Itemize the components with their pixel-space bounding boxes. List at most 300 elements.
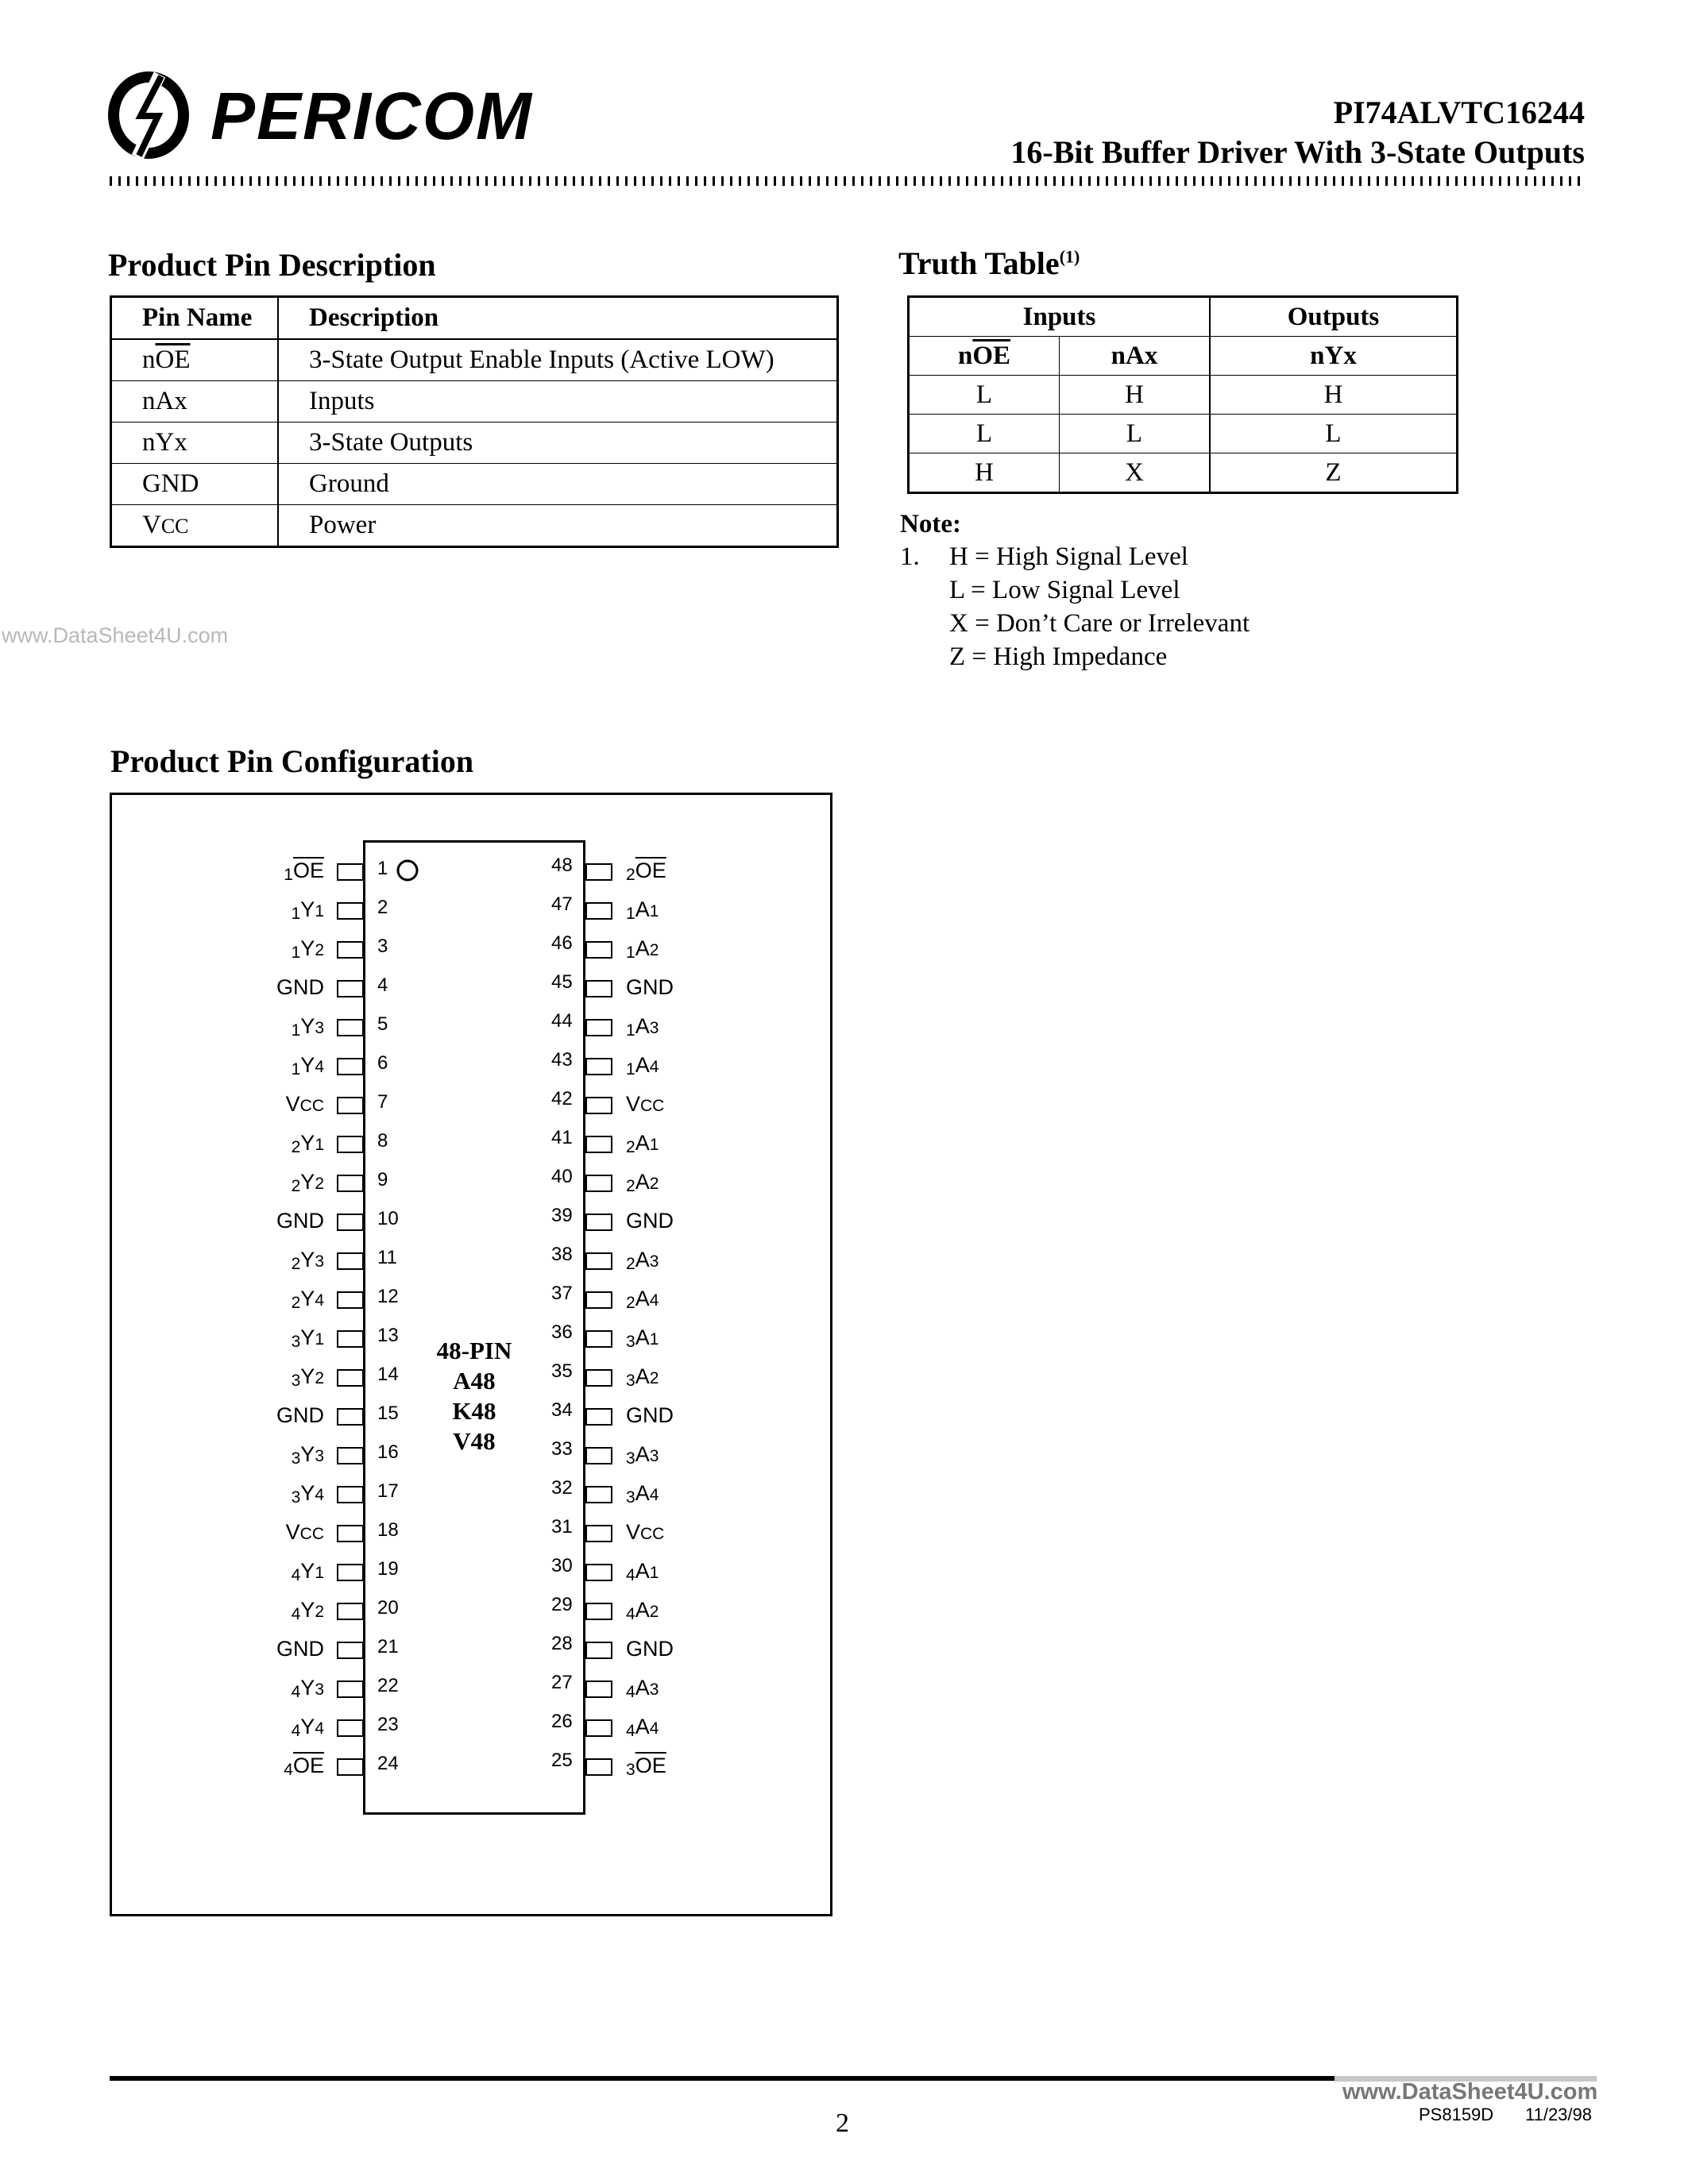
pin-label — [626, 1676, 659, 1702]
pin-label — [626, 1325, 659, 1352]
pin-label — [626, 859, 666, 885]
pin-label — [626, 1481, 659, 1507]
pin-label-main: V — [626, 1520, 641, 1544]
pin-stub — [585, 1525, 612, 1542]
pin-description-title: Product Pin Description — [108, 247, 436, 283]
pin-label-main: Y — [300, 897, 315, 921]
pin-label-main: Y — [300, 1053, 315, 1077]
note-title: Note: — [900, 510, 961, 538]
pin-label — [276, 1403, 324, 1428]
pin-number: 8 — [377, 1130, 388, 1152]
pin-name-cell: GND — [111, 464, 279, 505]
pin-label-main: V — [626, 1092, 641, 1116]
pin-label-sub: 3 — [315, 1447, 324, 1465]
pin-label — [292, 897, 324, 924]
pin-label-main: A — [635, 1715, 650, 1738]
pin-label-sub: 1 — [649, 902, 659, 920]
pin-number: 28 — [551, 1633, 573, 1654]
pin-label-prefix: 1 — [291, 1021, 301, 1040]
pin-label-main: Y — [300, 936, 315, 960]
pin-number: 45 — [551, 971, 573, 993]
table-cell: H — [1060, 376, 1211, 415]
document-date: 11/23/98 — [1525, 2105, 1593, 2124]
pin-stub — [585, 1175, 612, 1192]
pin-label-prefix: 3 — [626, 1761, 635, 1779]
outputs-group-header: Outputs — [1210, 297, 1458, 337]
pin-label-prefix: 1 — [626, 943, 635, 962]
pin-number: 47 — [551, 893, 573, 915]
pin-number: 35 — [551, 1360, 573, 1382]
pin-label — [292, 936, 324, 963]
pin-label-main: Y — [300, 1676, 315, 1700]
pin-stub — [585, 1564, 612, 1581]
pin-stub — [585, 863, 612, 881]
pin-stub — [337, 1058, 364, 1075]
pin-label-main: A — [635, 1248, 650, 1271]
pin-desc-cell: 3-State Outputs — [278, 423, 838, 464]
pin-label-prefix: 2 — [291, 1177, 301, 1195]
pin-stub — [337, 1369, 364, 1387]
pin-label-sub: 2 — [649, 1603, 659, 1621]
pin-label-main: GND — [276, 1209, 324, 1233]
note-line: X = Don’t Care or Irrelevant — [949, 609, 1250, 638]
pin-number: 15 — [377, 1403, 399, 1424]
pin-label-sub: 1 — [315, 1564, 324, 1582]
pin-number: 2 — [377, 897, 388, 918]
pin-label — [292, 1131, 324, 1157]
pin-number: 20 — [377, 1597, 399, 1619]
pin-stub — [585, 980, 612, 997]
pin-stub — [585, 1214, 612, 1231]
pin-label — [286, 1520, 324, 1545]
pin-stub — [585, 1758, 612, 1776]
pin-stub — [337, 1408, 364, 1426]
pin-label-sub: 4 — [315, 1719, 324, 1738]
pericom-logo — [107, 71, 552, 159]
pin-name-cell: nAx — [111, 381, 279, 423]
pin-number: 42 — [551, 1088, 573, 1109]
pin-stub — [585, 1603, 612, 1620]
pin-description-table — [110, 295, 839, 548]
pin-label — [626, 1403, 674, 1428]
pin-label-prefix: 3 — [626, 1372, 635, 1390]
pin-label — [626, 1014, 659, 1040]
pin-number: 29 — [551, 1594, 573, 1615]
pin-desc-cell: Inputs — [278, 381, 838, 423]
pin-label-main: Y — [300, 1598, 315, 1622]
pin-number: 3 — [377, 936, 388, 957]
table-row — [909, 376, 1458, 415]
pin-stub — [337, 863, 364, 881]
pin-label-prefix: 4 — [291, 1566, 301, 1584]
pin-label — [626, 1170, 659, 1196]
pin-label-sub: 1 — [649, 1330, 659, 1349]
pin-label — [292, 1014, 324, 1040]
pin-label-main: Y — [300, 1715, 315, 1738]
pin-stub — [337, 1330, 364, 1348]
pin-label-prefix: 2 — [291, 1294, 301, 1312]
pin-label-main: Y — [300, 1481, 315, 1505]
part-number: PI74ALVTC16244 — [1333, 95, 1585, 130]
pin-label — [626, 936, 659, 963]
pin-number: 12 — [377, 1286, 399, 1307]
pin-label-main: A — [635, 1014, 650, 1038]
table-header-row — [111, 297, 838, 340]
pin-stub — [337, 980, 364, 997]
pin-number: 44 — [551, 1010, 573, 1032]
pin-label-main: GND — [276, 1637, 324, 1661]
pin-number: 37 — [551, 1283, 573, 1304]
pin-label-prefix: 2 — [291, 1138, 301, 1156]
note-number: 1. — [900, 542, 920, 571]
pin-label-sub: 4 — [649, 1486, 659, 1504]
pin-label-prefix: 1 — [626, 1021, 635, 1040]
table-cell: L — [909, 376, 1060, 415]
package-label — [403, 1336, 546, 1457]
pin-label-prefix: 3 — [626, 1488, 635, 1507]
pin-label — [276, 1209, 324, 1233]
pin-label-prefix: 4 — [626, 1683, 635, 1701]
pin-number: 9 — [377, 1169, 388, 1190]
pin-label-sub: 3 — [315, 1680, 324, 1699]
pin-label-sub: 2 — [649, 1175, 659, 1193]
pin-name-cell: nYx — [111, 423, 279, 464]
pin-label — [284, 859, 324, 885]
pin-label-main: A — [635, 1442, 650, 1466]
package-line: V48 — [453, 1427, 496, 1455]
pin-label-prefix: 3 — [626, 1449, 635, 1468]
table-cell: H — [909, 453, 1060, 493]
pin-label-sub: 4 — [649, 1058, 659, 1076]
pin-label-prefix: 4 — [626, 1722, 635, 1740]
pin-label — [292, 1325, 324, 1352]
table-row — [909, 415, 1458, 453]
pin-stub — [337, 1603, 364, 1620]
pin-label — [286, 1092, 324, 1117]
pin-label-sub: 4 — [649, 1291, 659, 1310]
table-header-row — [909, 297, 1458, 337]
pin-label-main: A — [635, 1287, 650, 1310]
table-row — [111, 381, 838, 423]
note-line: H = High Signal Level — [949, 542, 1188, 571]
pin-number: 4 — [377, 974, 388, 996]
pin-stub — [585, 1330, 612, 1348]
truth-table — [907, 295, 1458, 494]
pin-label-main: A — [635, 1559, 650, 1583]
pin-label — [626, 1287, 659, 1313]
pin-label — [292, 1248, 324, 1274]
pin-desc-cell: Ground — [278, 464, 838, 505]
pin-label-prefix: 1 — [291, 905, 301, 923]
pin-label-prefix: 1 — [291, 1060, 301, 1078]
pin-label-sub: CC — [299, 1525, 324, 1543]
pin-label-main: Y — [300, 1170, 315, 1194]
pericom-logo-mark-icon — [107, 71, 203, 159]
pin-label-prefix: 4 — [291, 1605, 301, 1623]
pin-label — [292, 1364, 324, 1391]
pin-label-prefix: 2 — [626, 1294, 635, 1312]
pin-label-main: Y — [300, 1131, 315, 1155]
pin-label — [626, 1209, 674, 1233]
pin-number: 14 — [377, 1364, 399, 1385]
pin-stub — [337, 1447, 364, 1464]
pin-stub — [585, 1680, 612, 1698]
pin-label — [276, 975, 324, 1000]
pin-label — [626, 1131, 659, 1157]
pin-number: 1 — [377, 858, 388, 879]
pin-label-main: GND — [626, 1209, 674, 1233]
pin-config-title: Product Pin Configuration — [110, 743, 474, 779]
pin-desc-cell: 3-State Output Enable Inputs (Active LOW) — [278, 339, 838, 381]
table-cell: X — [1060, 453, 1211, 493]
pin-stub — [337, 1719, 364, 1737]
pin-number: 30 — [551, 1555, 573, 1576]
column-header: $n\overline{OE}$ — [909, 337, 1060, 376]
pin-stub — [337, 1214, 364, 1231]
pin-number: 7 — [377, 1091, 388, 1113]
pin-label-main: Y — [300, 1287, 315, 1310]
pin-label-main: A — [635, 1676, 650, 1700]
pin-stub — [585, 1719, 612, 1737]
pin-label — [626, 975, 674, 1000]
pin-label — [626, 1754, 666, 1780]
package-line: A48 — [453, 1367, 496, 1395]
pin-stub — [337, 902, 364, 920]
pin-stub — [585, 941, 612, 959]
pin-label — [626, 1442, 659, 1468]
pin-label-prefix: 1 — [284, 866, 293, 884]
pin-label-main: A — [635, 1170, 650, 1194]
pin-label-sub: CC — [299, 1097, 324, 1115]
pin-label-main: $\overline{OE}$ — [292, 1754, 324, 1777]
pin-stub — [585, 1291, 612, 1309]
document-subtitle: 16-Bit Buffer Driver With 3-State Outputs — [1010, 134, 1585, 170]
header-tick-rule — [110, 176, 1583, 186]
pin-number: 26 — [551, 1711, 573, 1732]
pin-desc-cell: Power — [309, 511, 377, 539]
pin-stub — [585, 1058, 612, 1075]
pin-label-sub: 4 — [315, 1486, 324, 1504]
pin-label — [292, 1053, 324, 1079]
pin-label-sub: 4 — [649, 1719, 659, 1738]
table-cell: L — [1060, 415, 1211, 453]
pin-label-prefix: 2 — [626, 866, 635, 884]
pin-label-sub: 2 — [315, 1369, 324, 1387]
pin-label — [292, 1715, 324, 1741]
pin-stub — [585, 1019, 612, 1036]
pin-label — [292, 1676, 324, 1702]
pin-label-sub: CC — [640, 1097, 665, 1115]
pin-label-prefix: 2 — [626, 1177, 635, 1195]
pin-label-prefix: 3 — [291, 1372, 301, 1390]
pin-stub — [337, 1642, 364, 1659]
pin-stub — [585, 1136, 612, 1153]
pin-number: 40 — [551, 1166, 573, 1187]
table-row — [111, 339, 838, 381]
table-cell: H — [1210, 376, 1458, 415]
pin1-marker-icon — [395, 858, 420, 883]
pin-label-prefix: 2 — [626, 1255, 635, 1273]
pin-label-sub: 1 — [315, 1330, 324, 1349]
pin-label-main: Y — [300, 1014, 315, 1038]
pin-number: 6 — [377, 1052, 388, 1074]
pin-label-main: GND — [626, 975, 674, 999]
pin-stub — [337, 1019, 364, 1036]
pin-label-main: GND — [276, 975, 324, 999]
pin-number: 16 — [377, 1441, 399, 1463]
pin-label-main: $\overline{OE}$ — [635, 859, 666, 882]
pin-label — [626, 1598, 659, 1624]
pin-number: 31 — [551, 1516, 573, 1538]
pin-stub — [585, 1369, 612, 1387]
pin-label — [292, 1481, 324, 1507]
table-row — [909, 453, 1458, 493]
pin-label-main: A — [635, 1053, 650, 1077]
pin-label-main: Y — [300, 1248, 315, 1271]
pin-label — [292, 1170, 324, 1196]
table-row — [111, 423, 838, 464]
pin-label-sub: 2 — [649, 941, 659, 959]
footer-watermark: www.DataSheet4U.com — [1342, 2079, 1598, 2105]
package-line: 48-PIN — [436, 1337, 512, 1364]
pin-stub — [337, 1136, 364, 1153]
pin-label-main: Y — [300, 1442, 315, 1466]
pin-label-main: Y — [300, 1364, 315, 1388]
pin-label — [626, 1092, 664, 1117]
pin-label-main: Y — [300, 1559, 315, 1583]
page-number: 2 — [836, 2109, 849, 2138]
pin-stub — [585, 1447, 612, 1464]
pin-number: 25 — [551, 1750, 573, 1771]
pin-label — [292, 1287, 324, 1313]
pin-label-sub: 3 — [649, 1447, 659, 1465]
column-header: Description — [278, 297, 838, 340]
pin-label — [626, 1559, 659, 1585]
pin-label — [292, 1559, 324, 1585]
note-line: Z = High Impedance — [949, 642, 1168, 671]
pin-label-sub: 2 — [315, 941, 324, 959]
pin-stub — [585, 1408, 612, 1426]
pin-number: 22 — [377, 1675, 399, 1696]
pin-label-sub: 4 — [315, 1058, 324, 1076]
pin-label-prefix: 4 — [291, 1683, 301, 1701]
pin-label-main: A — [635, 1325, 650, 1349]
note-line: L = Low Signal Level — [949, 576, 1180, 604]
pin-number: 5 — [377, 1013, 388, 1035]
pin-label-main: V — [285, 1520, 300, 1544]
column-header: nYx — [1210, 337, 1458, 376]
table-cell: L — [1210, 415, 1458, 453]
pin-label-sub: 1 — [315, 1136, 324, 1154]
pin-label-prefix: 4 — [626, 1566, 635, 1584]
pin-number: 11 — [377, 1247, 397, 1268]
pin-name-cell: $n\overline{OE}$ — [111, 339, 279, 381]
pin-label — [626, 1248, 659, 1274]
pin-label-main: GND — [276, 1403, 324, 1427]
pin-number: 18 — [377, 1519, 399, 1541]
pin-label-main: $\overline{OE}$ — [635, 1754, 666, 1777]
pin-label — [292, 1598, 324, 1624]
pin-number: 13 — [377, 1325, 399, 1346]
pin-label-main: V — [285, 1092, 300, 1116]
pin-label-sub: 1 — [649, 1136, 659, 1154]
pin-stub — [337, 1564, 364, 1581]
pin-label-sub: 4 — [315, 1291, 324, 1310]
pin-number: 21 — [377, 1636, 399, 1657]
inputs-group-header: Inputs — [909, 297, 1211, 337]
pin-label-sub: 1 — [315, 902, 324, 920]
pin-label-main: A — [635, 1131, 650, 1155]
pin-number: 19 — [377, 1558, 399, 1580]
pin-label-main: A — [635, 1364, 650, 1388]
pin-number: 33 — [551, 1438, 573, 1460]
pin-stub — [337, 1680, 364, 1698]
pin-label-sub: 3 — [649, 1019, 659, 1037]
pin-number: 39 — [551, 1205, 573, 1226]
pin-stub — [337, 941, 364, 959]
pin-label-prefix: 4 — [626, 1605, 635, 1623]
pin-label-sub: 3 — [649, 1252, 659, 1271]
pin-label-sub: 3 — [315, 1252, 324, 1271]
pin-number: 46 — [551, 932, 573, 954]
pin-stub — [585, 1097, 612, 1114]
brand-name: PERICOM — [211, 79, 534, 153]
pin-stub — [337, 1291, 364, 1309]
pin-label-prefix: 4 — [291, 1722, 301, 1740]
pin-label-prefix: 1 — [626, 905, 635, 923]
pin-label — [626, 1715, 659, 1741]
watermark: www.DataSheet4U.com — [2, 623, 229, 647]
pin-number: 48 — [551, 855, 573, 876]
pin-label-main: GND — [626, 1637, 674, 1661]
pin-number: 38 — [551, 1244, 573, 1265]
pin-number: 36 — [551, 1322, 573, 1343]
document-code: PS8159D — [1419, 2105, 1494, 2124]
pin-label — [626, 1520, 664, 1545]
pin-number: 34 — [551, 1399, 573, 1421]
pin-stub — [337, 1097, 364, 1114]
pin-stub — [337, 1525, 364, 1542]
pin-number: 23 — [377, 1714, 399, 1735]
table-cell: Z — [1210, 453, 1458, 493]
pin-number: 17 — [377, 1480, 399, 1502]
column-header: Pin Name — [111, 297, 279, 340]
pin-label-main: A — [635, 1598, 650, 1622]
pin-label — [626, 1637, 674, 1661]
pin-stub — [337, 1252, 364, 1270]
pin-label-prefix: 3 — [626, 1333, 635, 1351]
pin-label — [626, 1364, 659, 1391]
pin-label-sub: 2 — [649, 1369, 659, 1387]
pin-label-prefix: 1 — [626, 1060, 635, 1078]
pin-label-sub: 2 — [315, 1603, 324, 1621]
pin-name-cell: VCC — [111, 505, 279, 547]
table-row — [111, 505, 838, 547]
pin-label-main: A — [635, 1481, 650, 1505]
pin-label-prefix: 4 — [284, 1761, 293, 1779]
pin-stub — [337, 1175, 364, 1192]
pin-stub — [585, 902, 612, 920]
pin-stub — [337, 1758, 364, 1776]
pin-label-sub: 2 — [315, 1175, 324, 1193]
pin-stub — [585, 1486, 612, 1503]
table-cell: L — [909, 415, 1060, 453]
pin-label-prefix: 3 — [291, 1333, 301, 1351]
table-header-row — [909, 337, 1458, 376]
pin-label-main: A — [635, 936, 650, 960]
pin-stub — [585, 1252, 612, 1270]
pin-number: 10 — [377, 1208, 399, 1229]
